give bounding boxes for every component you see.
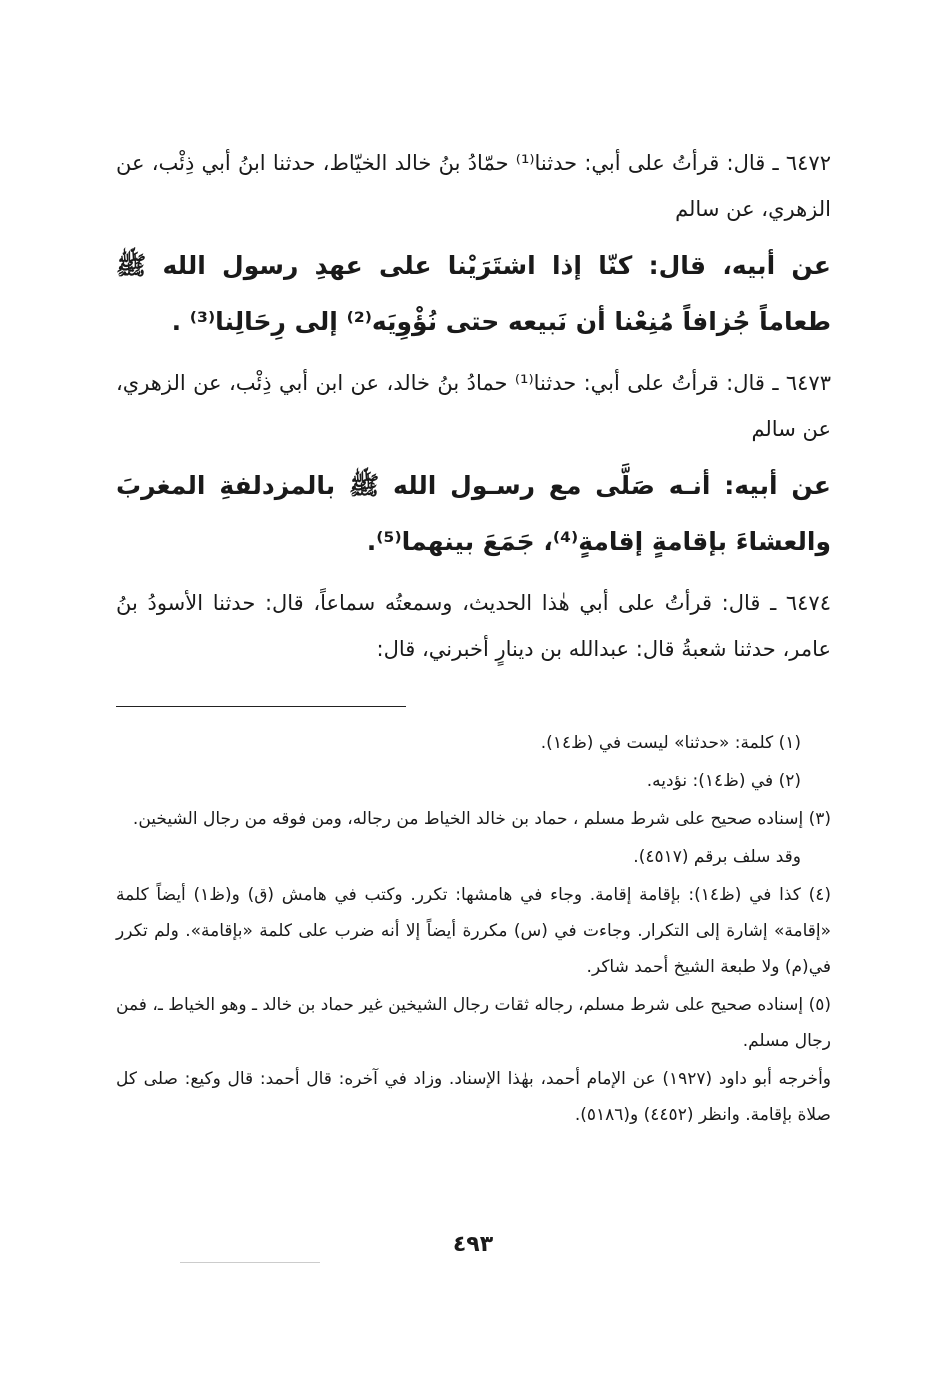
footnote-4: (٤) كذا في (ظ١٤): بإقامة إقامة. وجاء في هامشها: تكرر. وكتب في هامش (ق) و(ظ١) أيضاً كلمة «إقامة» إشارة إلى التكرار. وجاءت في (س) مكررة أيضاً إلا أنه ضرب على كلمة «بإقامة». ولم تكرر في(م) ولا طبعة الشيخ أحمد شاكر. (116, 885, 832, 977)
page-body (116, 140, 831, 1135)
hadith-6473-matn: عن أبيه: أنـه صَلَّى مع رسـول الله ﷺ بالمزدلفةِ المغربَ والعشاءَ بإقامةٍ إقامةٍ⁽⁴⁾، جَمَعَ بينهما⁽⁵⁾. (116, 471, 831, 556)
footnote-divider (116, 706, 406, 707)
footnotes (116, 725, 831, 1133)
footnote-1: (١) كلمة: «حدثنا» ليست في (ظ١٤). (540, 733, 801, 753)
hadith-6472-isnad: ٦٤٧٢ ـ قال: قرأتُ على أبي: حدثنا⁽¹⁾ حمّادُ بنُ خالد الخيّاط، حدثنا ابنُ أبي ذِئْب، عن الزهري، عن سالم (116, 151, 831, 221)
scan-edge-mark (180, 1262, 320, 1263)
hadith-6472-matn: عن أبيه، قال: كنّا إذا اشتَرَيْنا على عهدِ رسول الله ﷺ طعاماً جُزافاً مُنِعْنا أن نَبيعه حتى نُؤْوِيَه⁽²⁾ إلى رِحَالِنا⁽³⁾ . (116, 251, 831, 336)
footnote-3: (٣) إسناده صحيح على شرط مسلم ، حماد بن خالد الخياط من رجاله، ومن فوقه من رجال الشيخين. (132, 809, 831, 829)
footnote-5: (٥) إسناده صحيح على شرط مسلم، رجاله ثقات رجال الشيخين غير حماد بن خالد ـ وهو الخياط ـ، فمن رجال مسلم. (116, 995, 831, 1051)
footnote-5-takhrij: وأخرجه أبو داود (١٩٢٧) عن الإمام أحمد، بهٰذا الإسناد. وزاد في آخره: قال أحمد: قال وكيع: صلى كل صلاة بإقامة. وانظر (٤٤٥٢) و(٥١٨٦). (116, 1069, 832, 1125)
footnote-3-continuation: وقد سلف برقم (٤٥١٧). (633, 847, 801, 867)
footnote-2: (٢) في (ظ١٤): نؤديه. (646, 771, 801, 791)
hadith-6474-isnad: ٦٤٧٤ ـ قال: قرأتُ على أبي هٰذا الحديث، وسمعتُه سماعاً، قال: حدثنا الأسودُ بنُ عامر، حدثنا شعبةُ قال: عبدالله بن دينارٍ أخبرني، قال: (116, 591, 831, 661)
hadith-6473-isnad: ٦٤٧٣ ـ قال: قرأتُ على أبي: حدثنا⁽¹⁾ حمادُ بنُ خالد، عن ابن أبي ذِئْب، عن الزهري، عن سالم (116, 371, 831, 441)
page-number: ٤٩٣ (452, 1232, 494, 1257)
